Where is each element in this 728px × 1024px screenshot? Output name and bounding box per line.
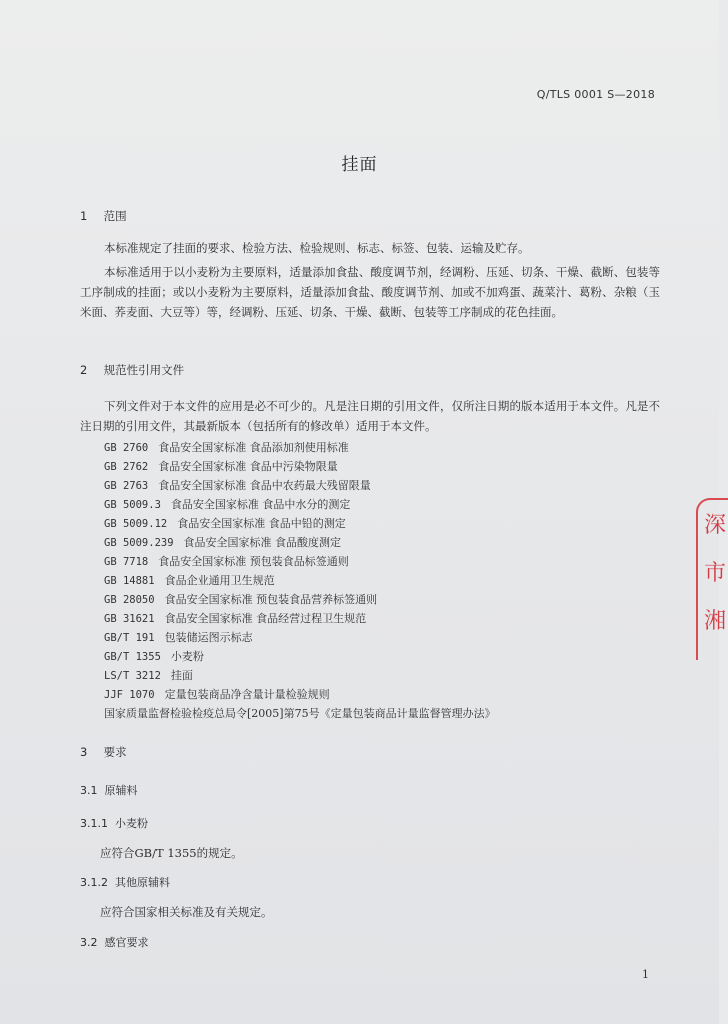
section-number: 2 [80, 363, 88, 377]
section-number: 1 [80, 209, 88, 223]
seal-char: 深 [704, 513, 727, 538]
section-1-heading [80, 208, 127, 224]
reference-item [104, 685, 496, 704]
reference-item [104, 590, 496, 609]
reference-code: GB 2762 [104, 461, 149, 473]
reference-name: 定量包装商品净含量计量检验规则 [164, 688, 330, 701]
reference-name: 食品安全国家标准 食品中铅的测定 [177, 517, 346, 530]
section-title: 要求 [103, 745, 127, 759]
reference-name: 食品安全国家标准 食品中水分的测定 [170, 498, 351, 511]
section-number: 3.1.2 [80, 876, 108, 889]
reference-item [104, 628, 496, 647]
reference-name: 食品安全国家标准 食品酸度测定 [183, 536, 342, 549]
reference-code: LS/T 3212 [104, 670, 161, 682]
reference-name: 小麦粉 [170, 650, 204, 663]
reference-item [104, 647, 496, 666]
section-number: 3 [80, 745, 88, 759]
reference-name: 食品企业通用卫生规范 [164, 574, 275, 587]
reference-name: 食品安全国家标准 食品添加剂使用标准 [158, 441, 349, 454]
red-seal-stamp [696, 498, 728, 660]
seal-char: 湘 [704, 609, 727, 634]
reference-code: GB/T 191 [104, 632, 155, 644]
reference-item [104, 571, 496, 590]
scope-paragraph-2: 本标准适用于以小麦粉为主要原料，适量添加食盐、酸度调节剂，经调粉、压延、切条、干燥、截断、包装等工序制成的挂面；或以小麦粉为主要原料，适量添加食盐、酸度调节剂、加或不加鸡蛋、蔬菜汁、葛粉、杂粮（玉米面、荞麦面、大豆等）等，经调粉、压延、切条、干燥、截断、包装等工序制成的花色挂面。 [80, 265, 660, 319]
reference-name: 食品安全国家标准 食品中农药最大残留限量 [158, 479, 371, 492]
reference-name: 挂面 [170, 669, 193, 682]
section-title: 小麦粉 [115, 817, 148, 830]
reference-name: 食品安全国家标准 食品中污染物限量 [158, 460, 338, 473]
reference-code: GB 5009.12 [104, 518, 168, 530]
section-3-heading [80, 744, 127, 760]
section-2-heading [80, 362, 184, 378]
references-intro: 下列文件对于本文件的应用是必不可少的。凡是注日期的引用文件，仅所注日期的版本适用于本文件。凡是不注日期的引用文件，其最新版本（包括所有的修改单）适用于本文件。 [80, 399, 660, 433]
reference-item [104, 609, 496, 628]
section-title: 规范性引用文件 [103, 363, 185, 377]
other-materials-requirement: 应符合国家相关标准及有关规定。 [100, 905, 273, 919]
reference-code: GB 2760 [104, 442, 149, 454]
section-3-2-heading [80, 934, 149, 950]
reference-item [104, 533, 496, 552]
section-number: 3.2 [80, 936, 98, 949]
reference-item [104, 495, 496, 514]
reference-item [104, 552, 496, 571]
reference-item [104, 438, 496, 457]
section-3-1-heading [80, 782, 138, 798]
section-3-1-1-heading [80, 815, 148, 831]
reference-name: 食品安全国家标准 预包装食品标签通则 [158, 555, 349, 568]
reference-name: 食品安全国家标准 食品经营过程卫生规范 [164, 612, 367, 625]
reference-code: GB 28050 [104, 594, 155, 606]
reference-name: 食品安全国家标准 预包装食品营养标签通则 [164, 593, 378, 606]
reference-name: 国家质量监督检验检疫总局令[2005]第75号《定量包装商品计量监督管理办法》 [104, 707, 496, 720]
document-code: Q/TLS 0001 S—2018 [536, 88, 655, 101]
section-title: 原辅料 [104, 784, 138, 797]
page-number: 1 [642, 968, 649, 981]
reference-code: GB 31621 [104, 613, 155, 625]
reference-code: GB 14881 [104, 575, 155, 587]
reference-code: GB 5009.3 [104, 499, 161, 511]
reference-item [104, 704, 496, 723]
seal-char: 市 [704, 561, 727, 586]
reference-name: 包装储运图示标志 [164, 631, 253, 644]
reference-code: GB/T 1355 [104, 651, 161, 663]
reference-item [104, 514, 496, 533]
section-number: 3.1 [80, 784, 98, 797]
document-title: 挂面 [341, 155, 378, 175]
section-number: 3.1.1 [80, 817, 108, 830]
reference-item [104, 476, 496, 495]
reference-code: GB 5009.239 [104, 537, 174, 549]
section-title: 其他原辅料 [115, 876, 170, 889]
reference-code: JJF 1070 [104, 689, 155, 701]
reference-code: GB 7718 [104, 556, 149, 568]
reference-item [104, 666, 496, 685]
section-3-1-2-heading [80, 874, 170, 890]
reference-code: GB 2763 [104, 480, 149, 492]
section-title: 感官要求 [104, 936, 149, 949]
reference-item [104, 457, 496, 476]
section-title: 范围 [103, 209, 127, 223]
wheat-flour-requirement: 应符合GB/T 1355的规定。 [100, 846, 243, 860]
scope-paragraph-1: 本标准规定了挂面的要求、检验方法、检验规则、标志、标签、包装、运输及贮存。 [104, 241, 530, 255]
reference-list [104, 438, 496, 723]
